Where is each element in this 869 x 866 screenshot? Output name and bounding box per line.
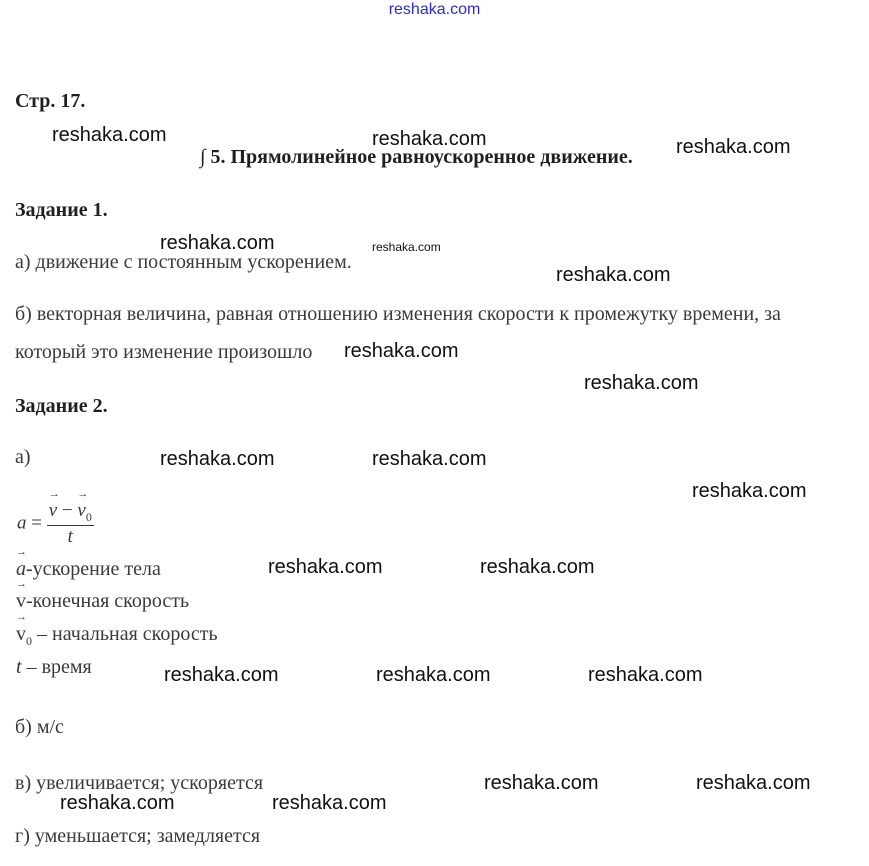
acceleration-formula bbox=[17, 500, 94, 548]
legend-v-text: -конечная скорость bbox=[26, 590, 190, 612]
task2-answer-c: в) увеличивается; ускоряется bbox=[15, 772, 264, 794]
task1-heading: Задание 1. bbox=[15, 199, 108, 221]
watermark: reshaka.com bbox=[52, 124, 167, 146]
task2-answer-d: г) уменьшается; замедляется bbox=[15, 825, 261, 847]
legend-a-text: -ускорение тела bbox=[26, 558, 161, 580]
watermark-small: reshaka.com bbox=[372, 240, 441, 254]
watermark: reshaka.com bbox=[272, 792, 387, 814]
legend-t-text: – время bbox=[21, 656, 92, 678]
legend-time bbox=[16, 656, 92, 679]
legend-final-velocity bbox=[16, 590, 189, 613]
page-label: Стр. 17. bbox=[15, 90, 86, 112]
watermark: reshaka.com bbox=[676, 136, 791, 158]
formula-equals: = bbox=[31, 512, 42, 534]
formula-fraction bbox=[47, 500, 94, 548]
legend-acceleration bbox=[16, 558, 161, 581]
task2-answer-b: б) м/с bbox=[15, 716, 64, 738]
watermark: reshaka.com bbox=[376, 664, 491, 686]
legend-v0-text: – начальная скорость bbox=[32, 623, 218, 645]
watermark: reshaka.com bbox=[372, 128, 487, 150]
watermark: reshaka.com bbox=[344, 340, 459, 362]
watermark: reshaka.com bbox=[164, 664, 279, 686]
watermark: reshaka.com bbox=[268, 556, 383, 578]
legend-v0-symbol: → v bbox=[16, 623, 26, 646]
watermark: reshaka.com bbox=[584, 372, 699, 394]
formula-v0-sub: 0 bbox=[85, 509, 92, 524]
site-watermark-top: reshaka.com bbox=[388, 1, 481, 18]
task2-a-label: а) bbox=[15, 446, 31, 468]
formula-minus: − bbox=[61, 500, 73, 521]
legend-initial-velocity bbox=[16, 623, 218, 649]
formula-denominator: t bbox=[67, 525, 73, 547]
section-title: ∫ 5. Прямолинейное равноускоренное движение. bbox=[200, 146, 633, 168]
formula-lhs: a bbox=[17, 512, 27, 534]
formula-v0: → v bbox=[77, 500, 85, 522]
legend-v0-sub: 0 bbox=[26, 634, 32, 648]
watermark: reshaka.com bbox=[484, 772, 599, 794]
watermark: reshaka.com bbox=[160, 232, 275, 254]
watermark: reshaka.com bbox=[696, 772, 811, 794]
watermark: reshaka.com bbox=[556, 264, 671, 286]
task1-answer-b-line1: б) векторная величина, равная отношению изменения скорости к промежутку времени, за bbox=[15, 303, 781, 325]
watermark: reshaka.com bbox=[588, 664, 703, 686]
task2-heading: Задание 2. bbox=[15, 395, 108, 417]
watermark: reshaka.com bbox=[160, 448, 275, 470]
legend-t-symbol: t bbox=[16, 656, 22, 678]
task1-answer-a: а) движение с постоянным ускорением. bbox=[15, 251, 352, 273]
legend-a-symbol: → a bbox=[16, 558, 26, 581]
watermark: reshaka.com bbox=[372, 448, 487, 470]
watermark: reshaka.com bbox=[60, 792, 175, 814]
watermark: reshaka.com bbox=[480, 556, 595, 578]
task1-answer-b-line2: который это изменение произошло bbox=[15, 341, 313, 363]
formula-v: → v bbox=[49, 500, 57, 522]
legend-v-symbol: → v bbox=[16, 590, 26, 613]
watermark: reshaka.com bbox=[692, 480, 807, 502]
formula-numerator bbox=[47, 500, 94, 526]
